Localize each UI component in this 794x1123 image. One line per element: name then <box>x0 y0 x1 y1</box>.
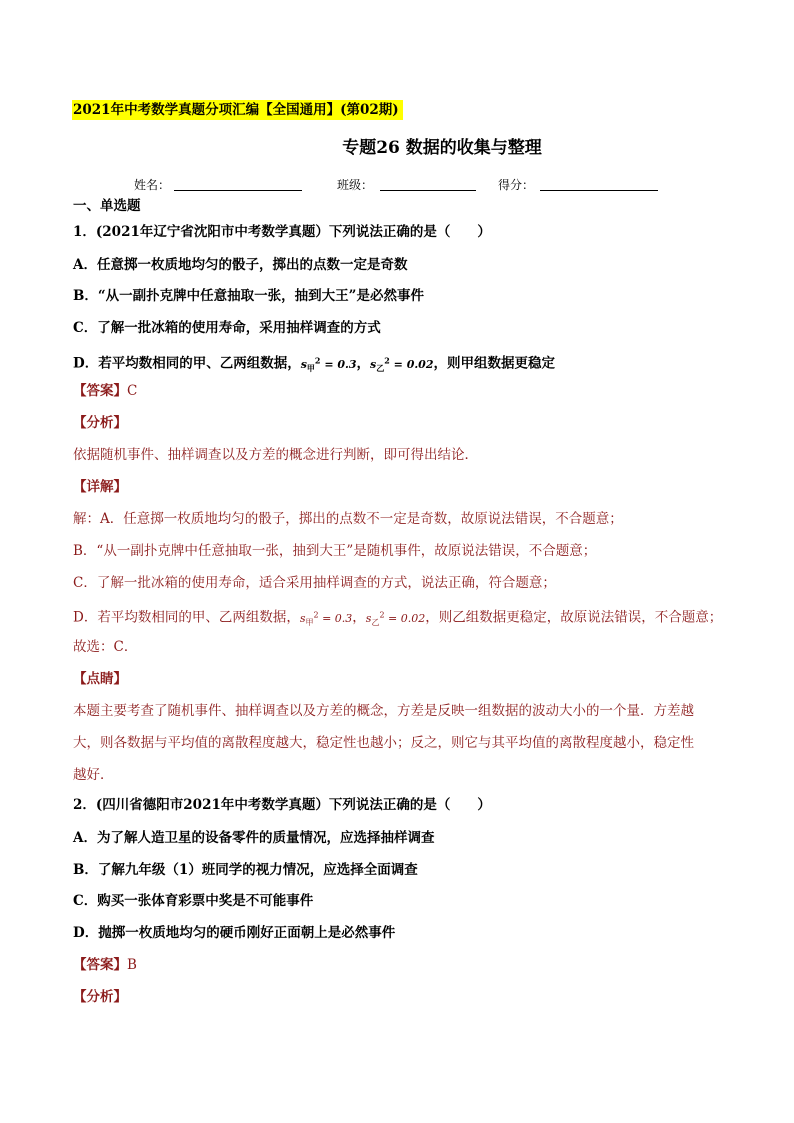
q2-option-a: A．为了解人造卫星的设备零件的质量情况，应选择抽样调查 <box>73 830 435 846</box>
q1-option-c: C．了解一批冰箱的使用寿命，采用抽样调查的方式 <box>73 320 381 336</box>
q2-option-b: B．了解九年级（1）班同学的视力情况，应选择全面调查 <box>73 862 418 878</box>
q1-comment-line-3: 越好． <box>73 767 114 783</box>
q1-detail-line-4: D．若平均数相同的甲、乙两组数据，$s_甲^2 = 0.3$，$s_乙^2 = 0.02$，则乙组数据更稳定，故原说法错误，不合题意； <box>73 609 723 627</box>
series-banner: 2021年中考数学真题分项汇编【全国通用】(第02期) <box>72 100 403 120</box>
q2-stem: 2．(四川省德阳市2021年中考数学真题）下列说法正确的是（ ） <box>73 797 491 813</box>
q1-option-d-text: D．若平均数相同的甲、乙两组数据， <box>73 355 301 372</box>
class-field[interactable] <box>380 176 476 191</box>
q1-option-d: D．若平均数相同的甲、乙两组数据，$s_甲^2 = 0.3$，$s_乙^2 = 0.02$，则甲组数据更稳定 <box>73 355 555 373</box>
q2-answer <box>73 955 137 975</box>
q1-detail-line-1: 解：A．任意掷一枚质地均匀的骰子，掷出的点数不一定是奇数，故原说法错误，不合题意； <box>73 511 623 527</box>
q1-detail-tag: 【详解】 <box>73 479 127 495</box>
q2-option-c: C．购买一张体育彩票中奖是不可能事件 <box>73 893 314 909</box>
q1-comment-tag: 【点睛】 <box>73 671 127 687</box>
q1-answer <box>73 381 137 401</box>
section-heading: 一、单选题 <box>73 198 141 214</box>
q1-analysis-tag: 【分析】 <box>73 415 127 431</box>
variance-yi: $s_乙^2 = 0.02$ <box>370 355 434 373</box>
q1-detail-line-2: B．“从一副扑克牌中任意抽取一张，抽到大王”是随机事件，故原说法错误，不合题意； <box>73 543 597 559</box>
q1-stem: 1．(2021年辽宁省沈阳市中考数学真题）下列说法正确的是（ ） <box>73 224 491 240</box>
q1-option-a: A．任意掷一枚质地均匀的骰子，掷出的点数一定是奇数 <box>73 257 408 273</box>
q1-detail-line-5: 故选：C． <box>73 639 138 655</box>
variance-yi-2: $s_乙^2 = 0.02$ <box>365 610 426 627</box>
q2-analysis-tag: 【分析】 <box>73 989 127 1005</box>
answer-value: C <box>127 383 138 399</box>
q1-analysis: 依据随机事件、抽样调查以及方差的概念进行判断，即可得出结论． <box>73 447 478 463</box>
name-field[interactable] <box>174 176 302 191</box>
variance-jia: $s_甲^2 = 0.3$ <box>300 355 357 373</box>
answer-tag: 【答案】 <box>73 383 127 399</box>
score-label: 得分： <box>498 178 535 192</box>
q1-option-b: B．“从一副扑克牌中任意抽取一张，抽到大王”是必然事件 <box>73 288 424 304</box>
page-title: 专题26 数据的收集与整理 <box>342 138 542 158</box>
q1-detail-line-3: C．了解一批冰箱的使用寿命，适合采用抽样调查的方式，说法正确，符合题意； <box>73 575 556 591</box>
variance-jia-2: $s_甲^2 = 0.3$ <box>299 610 353 627</box>
answer-value: B <box>127 957 137 973</box>
q2-option-d: D．抛掷一枚质地均匀的硬币刚好正面朝上是必然事件 <box>73 925 396 941</box>
q1-comment-line-1: 本题主要考查了随机事件、抽样调查以及方差的概念，方差是反映一组数据的波动大小的一个量．方差越 <box>73 703 694 719</box>
score-field[interactable] <box>540 176 658 191</box>
answer-tag: 【答案】 <box>73 957 127 973</box>
class-label: 班级： <box>337 178 374 192</box>
name-label: 姓名： <box>134 178 171 192</box>
q1-comment-line-2: 大，则各数据与平均值的离散程度越大，稳定性也越小；反之，则它与其平均值的离散程度越小，稳定性 <box>73 735 694 751</box>
